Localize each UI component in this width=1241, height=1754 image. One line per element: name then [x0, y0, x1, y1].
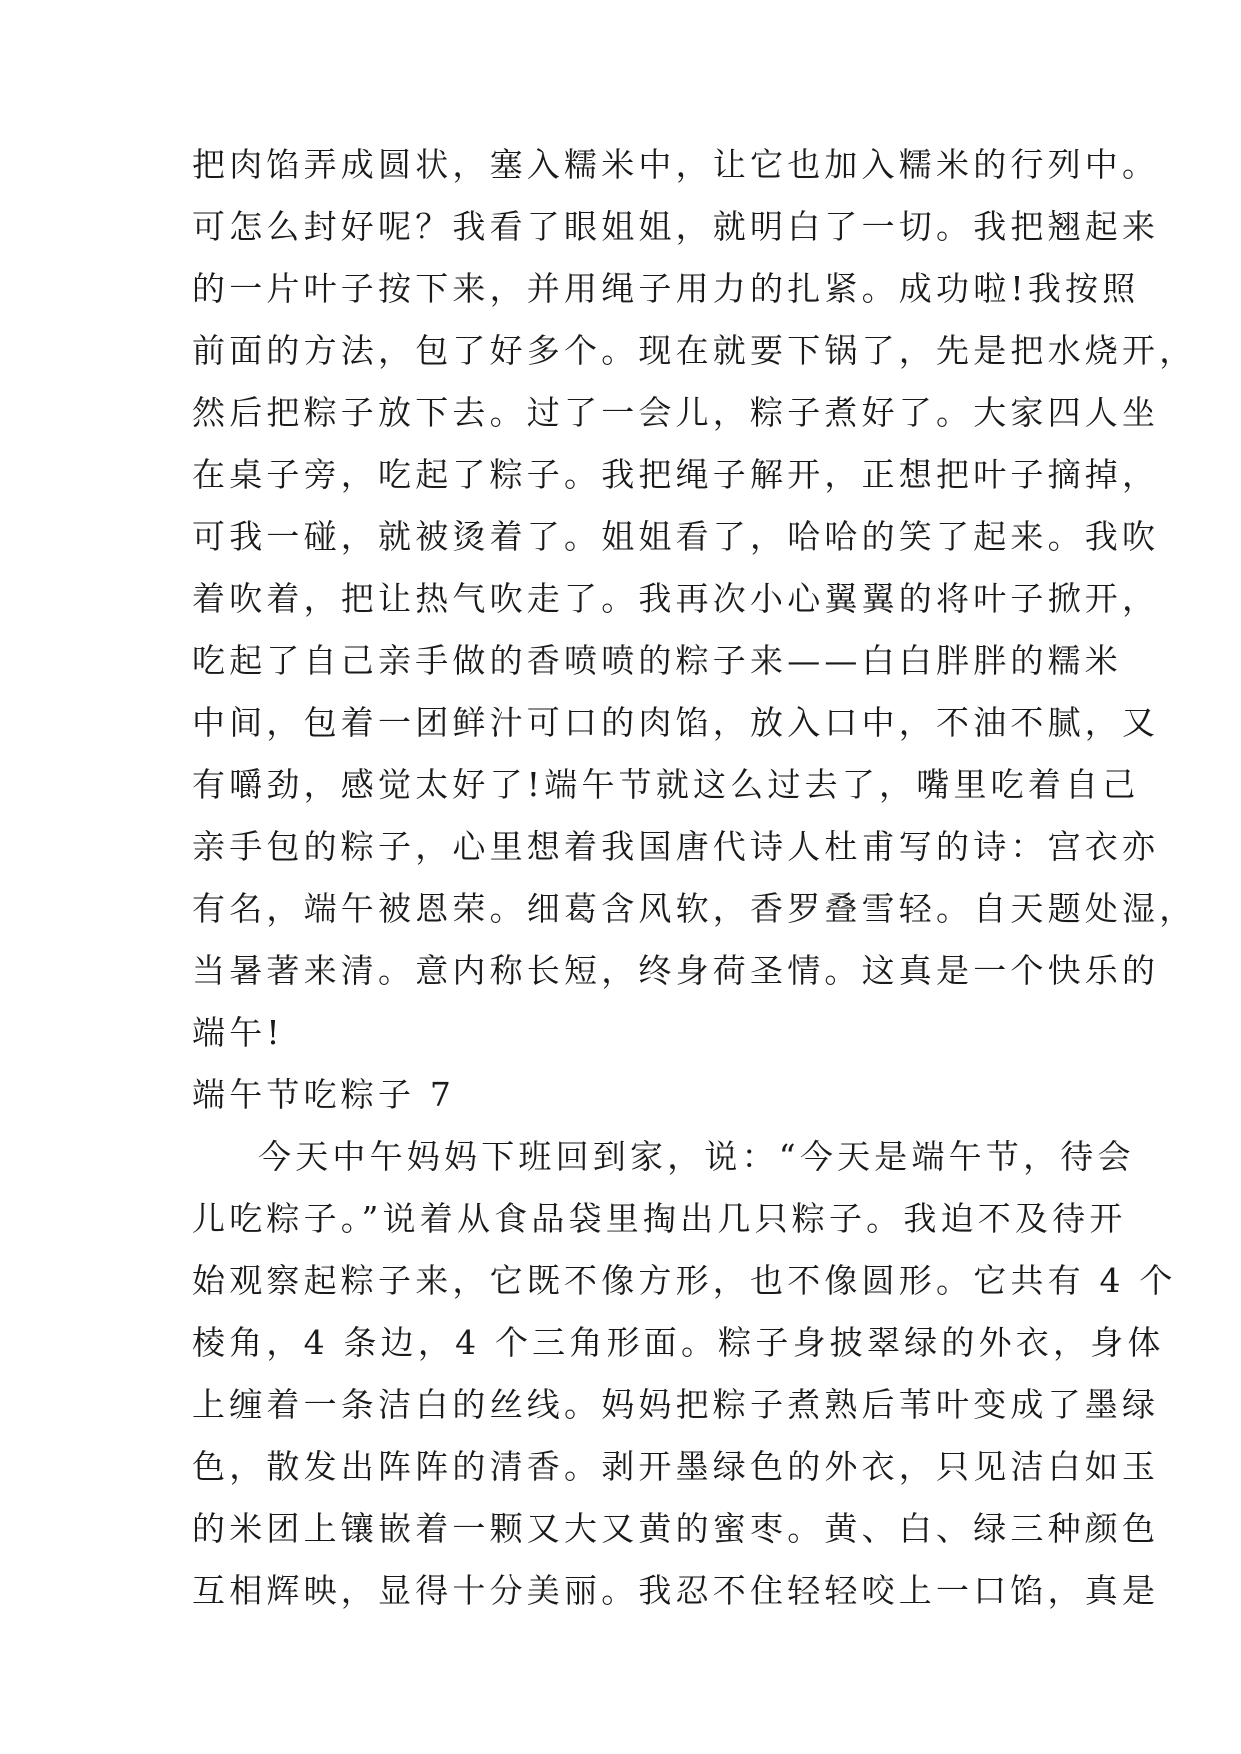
section-heading: 端午节吃粽子 7	[192, 1075, 456, 1114]
text-line: 始观察起粽子来，它既不像方形，也不像圆形。它共有 4 个	[192, 1261, 1177, 1300]
essay-body	[192, 134, 1197, 1622]
text-line: 把肉馅弄成圆状，塞入糯米中，让它也加入糯米的行列中。	[192, 145, 1160, 184]
text-line: 可我一碰，就被烫着了。姐姐看了，哈哈的笑了起来。我吹	[192, 517, 1160, 556]
text-line: 吃起了自己亲手做的香喷喷的粽子来——白白胖胖的糯米	[192, 641, 1122, 680]
text-line: 亲手包的粽子，心里想着我国唐代诗人杜甫写的诗：宫衣亦	[192, 827, 1160, 866]
paragraph-continued	[192, 134, 1197, 1064]
text-line: 的米团上镶嵌着一颗又大又黄的蜜枣。黄、白、绿三种颜色	[192, 1509, 1160, 1548]
text-line: 在桌子旁，吃起了粽子。我把绳子解开，正想把叶子摘掉，	[192, 455, 1160, 494]
text-line: 的一片叶子按下来，并用绳子用力的扎紧。成功啦!我按照	[192, 269, 1140, 308]
text-line: 互相辉映，显得十分美丽。我忍不住轻轻咬上一口馅，真是	[192, 1571, 1160, 1610]
text-line: 着吹着，把让热气吹走了。我再次小心翼翼的将叶子掀开，	[192, 579, 1160, 618]
text-line: 棱角，4 条边，4 个三角形面。粽子身披翠绿的外衣，身体	[192, 1323, 1165, 1362]
text-line: 然后把粽子放下去。过了一会儿，粽子煮好了。大家四人坐	[192, 393, 1160, 432]
text-line: 色，散发出阵阵的清香。剥开墨绿色的外衣，只见洁白如玉	[192, 1447, 1160, 1486]
text-line: 今天中午妈妈下班回到家，说：“今天是端午节，待会	[258, 1137, 1135, 1176]
text-line: 有名，端午被恩荣。细葛含风软，香罗叠雪轻。自天题处湿，	[192, 889, 1197, 928]
text-line: 儿吃粽子。”说着从食品袋里掏出几只粽子。我迫不及待开	[192, 1199, 1127, 1238]
text-line: 中间，包着一团鲜汁可口的肉馅，放入口中，不油不腻，又	[192, 703, 1160, 742]
text-line: 当暑著来清。意内称长短，终身荷圣情。这真是一个快乐的	[192, 951, 1160, 990]
text-line: 上缠着一条洁白的丝线。妈妈把粽子煮熟后苇叶变成了墨绿	[192, 1385, 1160, 1424]
paragraph-new	[192, 1126, 1177, 1622]
text-line: 可怎么封好呢？我看了眼姐姐，就明白了一切。我把翘起来	[192, 207, 1160, 246]
text-line: 端午!	[192, 1013, 284, 1052]
text-line: 前面的方法，包了好多个。现在就要下锅了，先是把水烧开，	[192, 331, 1197, 370]
text-line: 有嚼劲，感觉太好了!端午节就这么过去了，嘴里吃着自己	[192, 765, 1140, 804]
